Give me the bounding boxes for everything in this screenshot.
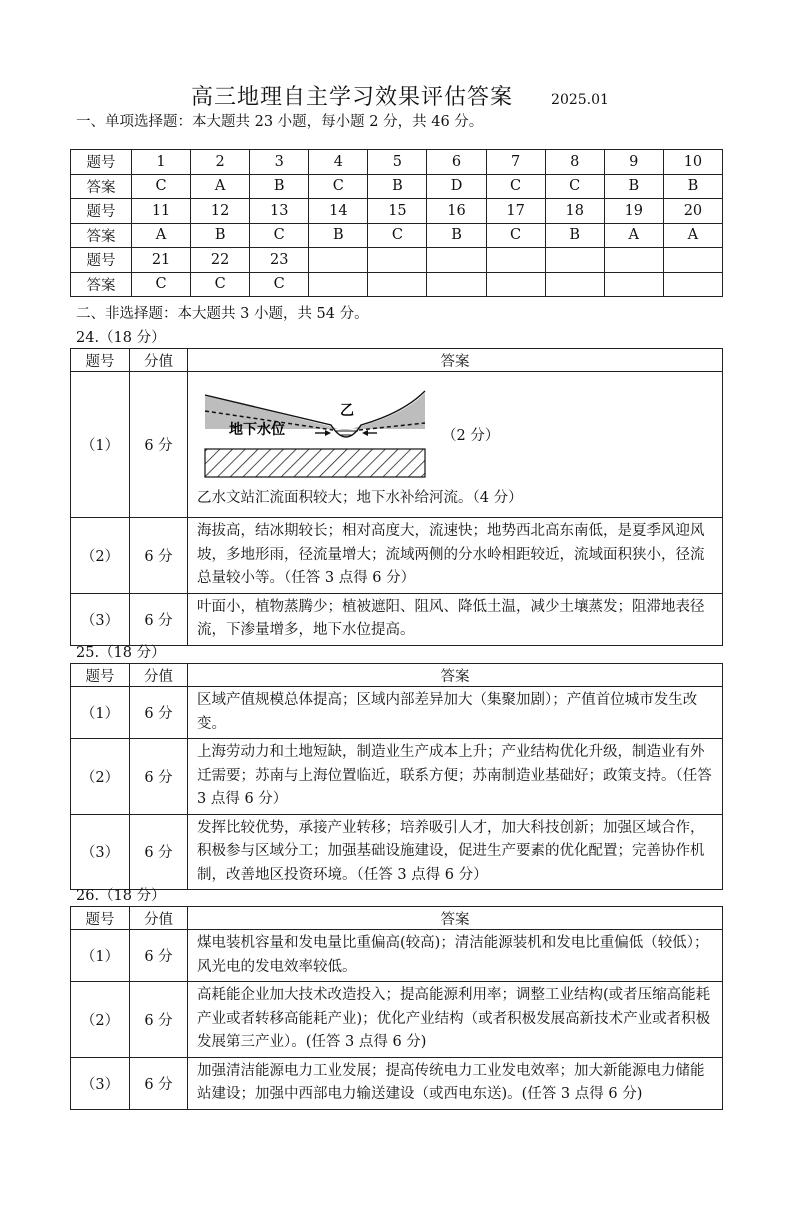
row-answer: 上海劳动力和土地短缺，制造业生产成本上升；产业结构优化升级，制造业有外迁需要；苏南与上海位置临近，联系方便；苏南制造业基础好；政策支持。（任答 3 点得 6 分）	[188, 739, 723, 815]
cell: 16	[427, 199, 486, 224]
cell: B	[604, 174, 663, 199]
cell	[427, 248, 486, 273]
cell: 21	[132, 248, 191, 273]
cell: 20	[663, 199, 722, 224]
cell: B	[427, 223, 486, 248]
cell: 3	[250, 150, 309, 175]
header-num: 题号	[71, 907, 130, 930]
diagram-points: （2 分）	[442, 427, 500, 444]
q26-label: 26.（18 分）	[76, 888, 166, 904]
cell: B	[191, 223, 250, 248]
cell	[663, 272, 722, 297]
table-row	[71, 223, 723, 248]
row-score: 6 分	[130, 814, 188, 890]
q25-table	[70, 663, 723, 890]
cell	[486, 272, 545, 297]
row-label: 答案	[71, 223, 132, 248]
cell: 5	[368, 150, 427, 175]
cell: 10	[663, 150, 722, 175]
header-score: 分值	[130, 349, 188, 372]
station-label: 乙	[340, 402, 354, 419]
row-answer: 发挥比较优势，承接产业转移；培养吸引人才，加大科技创新；加强区域合作，积极参与区域分工；加强基础设施建设，促进生产要素的优化配置；完善协作机制，改善地区投资环境。（任答 3 点得 6 分）	[188, 814, 723, 890]
header-answer: 答案	[188, 664, 723, 687]
row-answer: 高耗能企业加大技术改造投入；提高能源利用率；调整工业结构(或者压缩高能耗产业或者转移高能耗产业)；优化产业结构（或者积极发展高新技术产业或者积极发展第三产业）。(任答 3 点得 6 分)	[188, 982, 723, 1058]
row-answer: 叶面小，植物蒸腾少；植被遮阳、阻风、降低土温，减少土壤蒸发；阻滞地表径流，下渗量增多，地下水位提高。	[188, 593, 723, 645]
cell	[486, 248, 545, 273]
cell: C	[486, 223, 545, 248]
cell: C	[309, 174, 368, 199]
cell: 13	[250, 199, 309, 224]
row-score: 6 分	[130, 593, 188, 645]
cell: C	[191, 272, 250, 297]
row-label: 答案	[71, 272, 132, 297]
cell: C	[250, 223, 309, 248]
multiple-choice-table	[70, 149, 723, 297]
table-row	[71, 199, 723, 224]
row-answer: 区域产值规模总体提高；区域内部差异加大（集聚加剧）；产值首位城市发生改变。	[188, 687, 723, 739]
table-row	[71, 150, 723, 175]
cell: A	[132, 223, 191, 248]
cell: 11	[132, 199, 191, 224]
cell: A	[663, 223, 722, 248]
cell	[663, 248, 722, 273]
cell: 18	[545, 199, 604, 224]
table-row	[71, 1057, 723, 1109]
table-row	[71, 982, 723, 1058]
section1-heading: 一、单项选择题：本大题共 23 小题，每小题 2 分，共 46 分。	[76, 114, 484, 130]
table-row	[71, 664, 723, 687]
cell	[545, 248, 604, 273]
cell: 15	[368, 199, 427, 224]
cell: 4	[309, 150, 368, 175]
row-score: 6 分	[130, 739, 188, 815]
cell	[309, 248, 368, 273]
q24-table	[70, 348, 723, 646]
cell: B	[663, 174, 722, 199]
row-num: （2）	[71, 982, 130, 1058]
row-num: （2）	[71, 739, 130, 815]
row-label: 题号	[71, 199, 132, 224]
cell: 12	[191, 199, 250, 224]
header-num: 题号	[71, 349, 130, 372]
cell: B	[250, 174, 309, 199]
cell: 2	[191, 150, 250, 175]
cell: C	[250, 272, 309, 297]
cell: 17	[486, 199, 545, 224]
row-answer: 煤电装机容量和发电量比重偏高(较高)；清洁能源装机和发电比重偏低（较低）；风光电的发电效率较低。	[188, 930, 723, 982]
title-text: 高三地理自主学习效果评估答案	[191, 85, 514, 110]
cell	[368, 272, 427, 297]
row-answer: 海拔高，结冰期较长；相对高度大，流速快；地势西北高东南低，是夏季风迎风坡，多地形雨，径流量增大；流域两侧的分水岭相距较近，流域面积狭小，径流总量较小等。（任答 3 点得 6 分）	[188, 518, 723, 594]
row-answer	[188, 372, 723, 518]
date: 2025.01	[551, 92, 609, 108]
row-score: 6 分	[130, 687, 188, 739]
row-score: 6 分	[130, 1057, 188, 1109]
cell: B	[545, 223, 604, 248]
cell: C	[545, 174, 604, 199]
groundwater-diagram	[197, 379, 714, 487]
table-row	[71, 739, 723, 815]
row-score: 6 分	[130, 518, 188, 594]
table-row	[71, 687, 723, 739]
row-num: （2）	[71, 518, 130, 594]
bedrock-layer	[205, 449, 425, 477]
table-row	[71, 349, 723, 372]
cell: C	[368, 223, 427, 248]
cell: C	[132, 174, 191, 199]
row-answer-text: 乙水文站汇流面积较大；地下水补给河流。（4 分）	[197, 489, 523, 506]
cell: 1	[132, 150, 191, 175]
cell	[604, 272, 663, 297]
cell	[545, 272, 604, 297]
cell: 6	[427, 150, 486, 175]
cell: 22	[191, 248, 250, 273]
cell	[427, 272, 486, 297]
row-answer: 加强清洁能源电力工业发展；提高传统电力工业发电效率；加大新能源电力储能站建设；加强中西部电力输送建设（或西电东送)。(任答 3 点得 6 分)	[188, 1057, 723, 1109]
header-score: 分值	[130, 907, 188, 930]
cell: B	[309, 223, 368, 248]
table-row	[71, 174, 723, 199]
row-num: （1）	[71, 930, 130, 982]
q26-table	[70, 906, 723, 1110]
cell: D	[427, 174, 486, 199]
header-answer: 答案	[188, 349, 723, 372]
table-row	[71, 593, 723, 645]
cell: A	[604, 223, 663, 248]
header-num: 题号	[71, 664, 130, 687]
header-score: 分值	[130, 664, 188, 687]
row-score: 6 分	[130, 982, 188, 1058]
row-score: 6 分	[130, 372, 188, 518]
cell: C	[132, 272, 191, 297]
table-row	[71, 930, 723, 982]
table-row	[71, 814, 723, 890]
cell: 19	[604, 199, 663, 224]
cell: 14	[309, 199, 368, 224]
row-label: 题号	[71, 248, 132, 273]
cell: 9	[604, 150, 663, 175]
cell	[604, 248, 663, 273]
q24-label: 24.（18 分）	[76, 330, 166, 346]
cell: A	[191, 174, 250, 199]
row-label: 答案	[71, 174, 132, 199]
section2-heading: 二、非选择题：本大题共 3 小题，共 54 分。	[76, 306, 369, 322]
table-row	[71, 518, 723, 594]
row-label: 题号	[71, 150, 132, 175]
row-num: （3）	[71, 814, 130, 890]
row-num: （3）	[71, 1057, 130, 1109]
row-num: （3）	[71, 593, 130, 645]
table-row	[71, 372, 723, 518]
row-num: （1）	[71, 687, 130, 739]
table-row	[71, 248, 723, 273]
cell: 8	[545, 150, 604, 175]
header-answer: 答案	[188, 907, 723, 930]
cell: 23	[250, 248, 309, 273]
row-num: （1）	[71, 372, 130, 518]
table-row	[71, 272, 723, 297]
page-title	[0, 80, 800, 111]
groundwater-label: 地下水位	[229, 421, 285, 438]
row-score: 6 分	[130, 930, 188, 982]
cell: C	[486, 174, 545, 199]
cell: 7	[486, 150, 545, 175]
table-row	[71, 907, 723, 930]
q25-label: 25.（18 分）	[76, 645, 166, 661]
cross-section-svg	[203, 389, 433, 481]
cell: B	[368, 174, 427, 199]
cell	[368, 248, 427, 273]
cell	[309, 272, 368, 297]
